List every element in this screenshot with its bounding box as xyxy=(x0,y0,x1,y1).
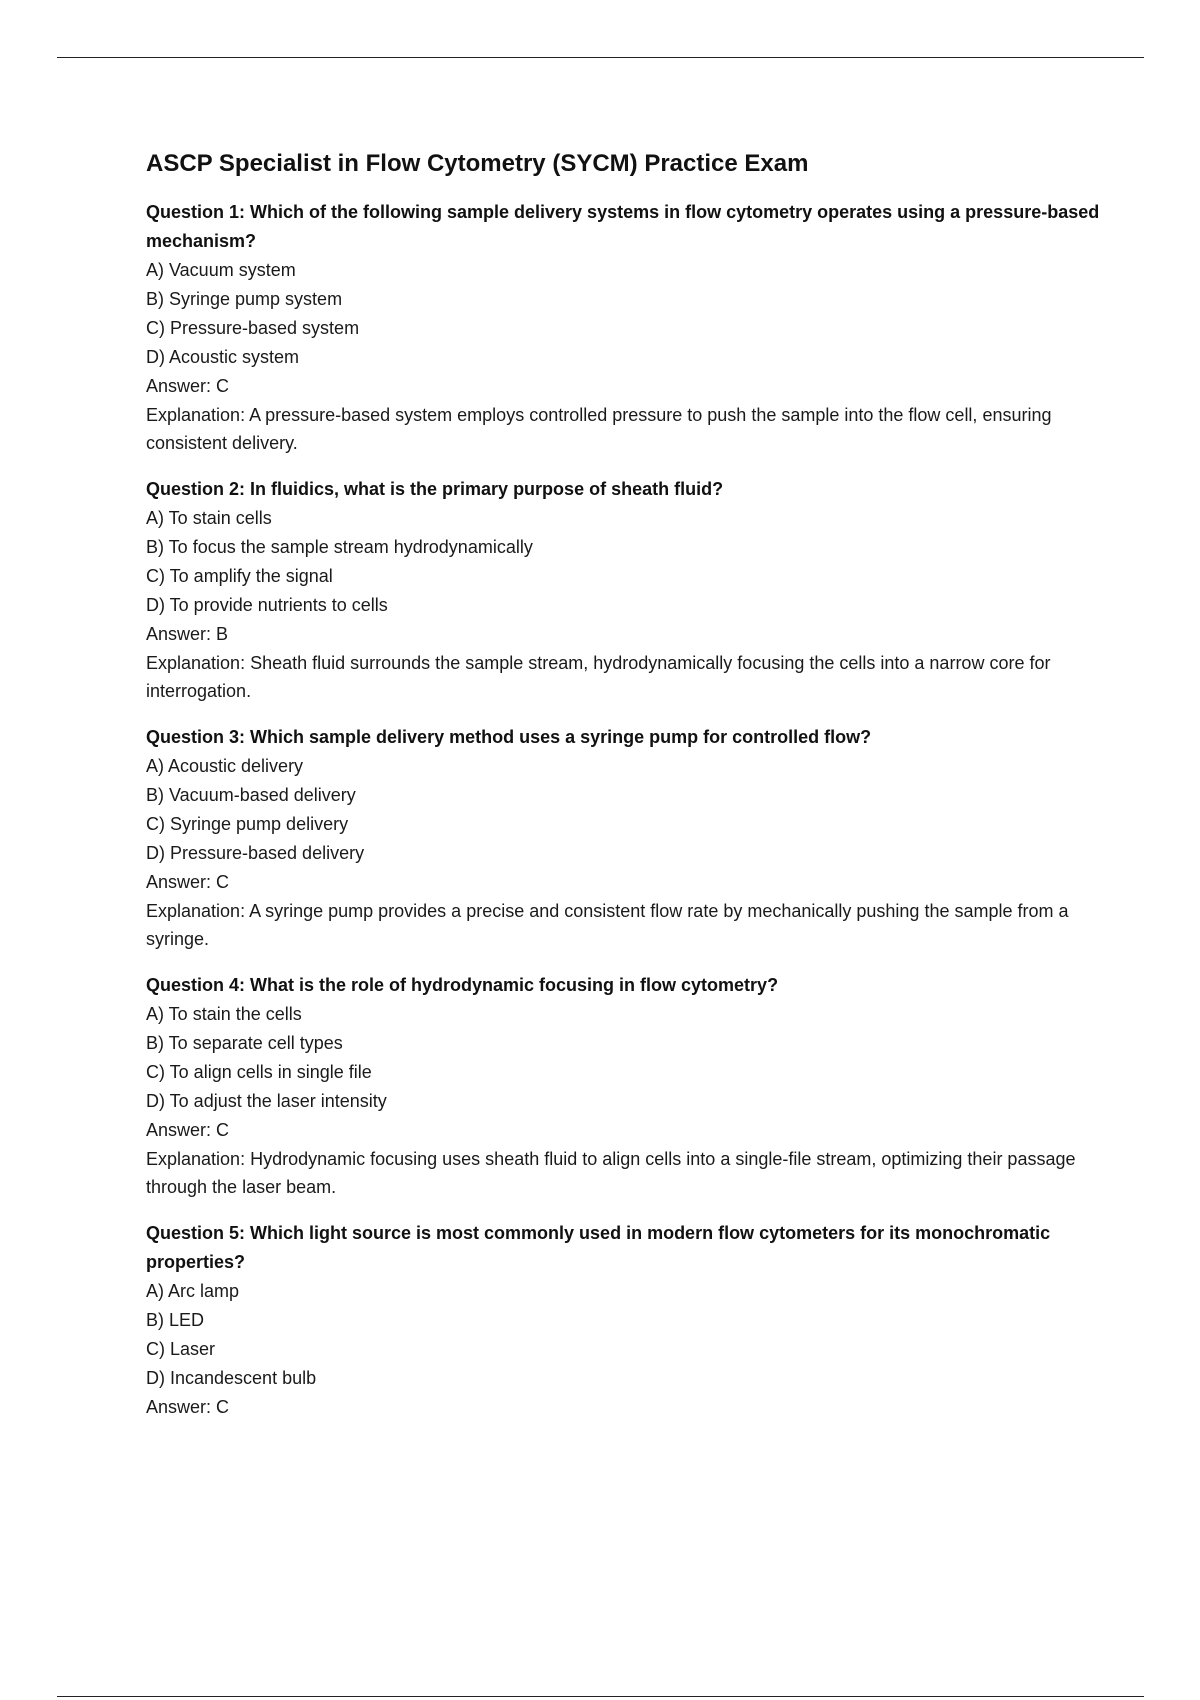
option-c: C) To amplify the signal xyxy=(146,566,333,586)
option-d: D) Pressure-based delivery xyxy=(146,843,365,863)
option-b: B) To focus the sample stream hydrodynamically xyxy=(146,537,533,557)
question-text: Question 3: Which sample delivery method uses a syringe pump for controlled flow? xyxy=(146,727,872,747)
question-block xyxy=(146,475,1106,705)
header-rule xyxy=(57,57,1144,58)
question-block xyxy=(146,198,1106,457)
option-d: D) To provide nutrients to cells xyxy=(146,595,388,615)
question-text: Question 5: Which light source is most commonly used in modern flow cytometers for its monochromatic properties? xyxy=(146,1223,1051,1272)
option-b: B) Syringe pump system xyxy=(146,289,343,309)
explanation-text: Explanation: A syringe pump provides a precise and consistent flow rate by mechanically pushing the sample from a syringe. xyxy=(146,901,1069,949)
footer-rule xyxy=(57,1696,1144,1697)
question-text: Question 1: Which of the following sample delivery systems in flow cytometry operates using a pressure-based mechanism? xyxy=(146,202,1100,251)
option-a: A) To stain the cells xyxy=(146,1004,302,1024)
question-text: Question 2: In fluidics, what is the primary purpose of sheath fluid? xyxy=(146,479,724,499)
answer-text: Answer: B xyxy=(146,624,229,644)
option-d: D) Acoustic system xyxy=(146,347,300,367)
question-block xyxy=(146,723,1106,953)
answer-text: Answer: C xyxy=(146,376,230,396)
option-c: C) Pressure-based system xyxy=(146,318,360,338)
option-b: B) To separate cell types xyxy=(146,1033,343,1053)
answer-text: Answer: C xyxy=(146,1397,230,1417)
page-title: ASCP Specialist in Flow Cytometry (SYCM) Practice Exam xyxy=(146,150,809,177)
option-a: A) To stain cells xyxy=(146,508,272,528)
question-block xyxy=(146,1219,1106,1422)
option-a: A) Vacuum system xyxy=(146,260,296,280)
option-b: B) Vacuum-based delivery xyxy=(146,785,356,805)
option-c: C) Syringe pump delivery xyxy=(146,814,349,834)
answer-text: Answer: C xyxy=(146,872,230,892)
explanation-text: Explanation: A pressure-based system employs controlled pressure to push the sample into the flow cell, ensuring consistent delivery. xyxy=(146,405,1052,453)
explanation-text: Explanation: Sheath fluid surrounds the sample stream, hydrodynamically focusing the cells into a narrow core for interrogation. xyxy=(146,653,1051,701)
option-c: C) To align cells in single file xyxy=(146,1062,372,1082)
answer-text: Answer: C xyxy=(146,1120,230,1140)
question-text: Question 4: What is the role of hydrodynamic focusing in flow cytometry? xyxy=(146,975,779,995)
option-a: A) Arc lamp xyxy=(146,1281,240,1301)
option-d: D) Incandescent bulb xyxy=(146,1368,317,1388)
explanation-text: Explanation: Hydrodynamic focusing uses sheath fluid to align cells into a single-file stream, optimizing their passage through the laser beam. xyxy=(146,1149,1076,1197)
document-body xyxy=(146,144,1106,1440)
option-a: A) Acoustic delivery xyxy=(146,756,304,776)
option-d: D) To adjust the laser intensity xyxy=(146,1091,387,1111)
option-c: C) Laser xyxy=(146,1339,216,1359)
option-b: B) LED xyxy=(146,1310,205,1330)
question-block xyxy=(146,971,1106,1201)
